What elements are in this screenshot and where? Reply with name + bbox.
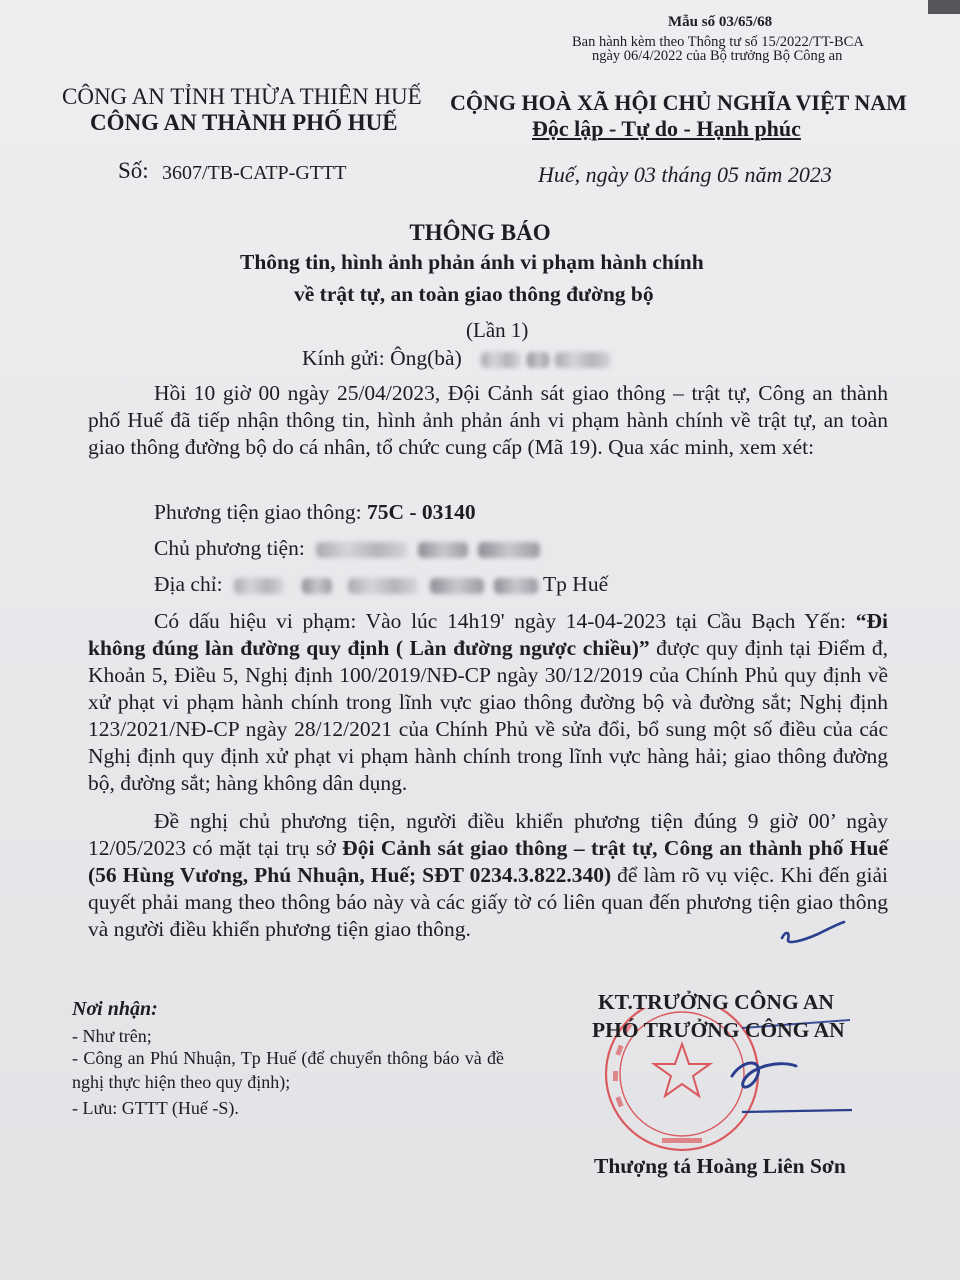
- motto-text: Độc lập - Tự do - Hạnh phúc: [532, 116, 801, 141]
- form-number: Mẫu số 03/65/68: [668, 14, 773, 30]
- owner-label: Chủ phương tiện:: [154, 536, 305, 560]
- address-city: Tp Huế: [543, 572, 609, 596]
- recipient-item: - Công an Phú Nhuận, Tp Huế (để chuyển thông báo và đề nghị thực hiện theo quy định);: [72, 1048, 504, 1092]
- redacted-owner: [478, 542, 540, 558]
- issued-by-line-2: ngày 06/4/2022 của Bộ trưởng Bộ Công an: [592, 48, 843, 64]
- request-rest: để làm rõ vụ việc. Khi đến giải quyết phải mang theo thông báo này và các giấy tờ có liên quan đến phương tiện giao thông và người điều khiển phương tiện giao thông.: [88, 863, 888, 941]
- redacted-address: [494, 578, 538, 594]
- intro-paragraph: [88, 380, 888, 461]
- issued-by-line-1: Ban hành kèm theo Thông tư số 15/2022/TT-BCA: [572, 34, 864, 50]
- violation-paragraph: [88, 608, 888, 797]
- redacted-address: [302, 578, 332, 594]
- redacted-name: [527, 352, 549, 368]
- intro-text: Hồi 10 giờ 00 ngày 25/04/2023, Đội Cảnh sát giao thông – trật tự, Công an thành phố Huế đã tiếp nhận thông tin, hình ảnh phản ánh vi phạm hành chính về trật tự, an toàn giao thông đường bộ do cá nhân, tổ chức cung cấp (Mã 19). Qua xác minh, xem xét:: [88, 381, 888, 459]
- document-subtitle-1: Thông tin, hình ảnh phản ánh vi phạm hành chính: [240, 250, 704, 274]
- redacted-address: [348, 578, 418, 594]
- national-title: CỘNG HOÀ XÃ HỘI CHỦ NGHĨA VIỆT NAM: [450, 90, 907, 115]
- recipients-title: Nơi nhận:: [72, 998, 158, 1020]
- redacted-name: [481, 352, 521, 368]
- national-motto: [532, 116, 801, 142]
- redacted-owner: [316, 542, 408, 558]
- recipient-line: [302, 346, 611, 371]
- signer-name: Thượng tá Hoàng Liên Sơn: [594, 1154, 846, 1178]
- recipient-item: - Như trên;: [72, 1026, 152, 1046]
- redacted-owner: [418, 542, 468, 558]
- place-and-date: Huế, ngày 03 tháng 05 năm 2023: [538, 162, 832, 187]
- signature-authority-line-1: KT.TRƯỞNG CÔNG AN: [598, 990, 834, 1014]
- request-lead: Đề nghị chủ phương tiện, người điều khiển phương tiện đúng 9 giờ 00’ ngày 12/05/2023 có mặt tại trụ sở: [88, 809, 888, 860]
- address-label: Địa chỉ:: [154, 572, 223, 596]
- vehicle-plate: 75C - 03140: [366, 500, 476, 524]
- parent-agency: CÔNG AN TỈNH THỪA THIÊN HUẾ: [62, 84, 422, 109]
- document-subtitle-2: về trật tự, an toàn giao thông đường bộ: [294, 282, 654, 306]
- owner-field: [154, 536, 540, 561]
- document-title: THÔNG BÁO: [409, 220, 551, 245]
- violation-lead: Có dấu hiệu vi phạm: Vào lúc 14h19' ngày 14-04-2023 tại Cầu Bạch Yến:: [154, 609, 856, 633]
- violation-description: “Đi không đúng làn đường quy định ( Làn đường ngược chiều)”: [88, 609, 888, 660]
- issue-number: (Lần 1): [466, 318, 529, 342]
- recipient-label: Kính gửi: Ông(bà): [302, 346, 462, 370]
- initial-mark: [760, 912, 850, 952]
- document-number: 3607/TB-CATP-GTTT: [162, 162, 347, 184]
- office-address: Đội Cảnh sát giao thông – trật tự, Công an thành phố Huế (56 Hùng Vương, Phú Nhuận, Huế; SĐT 0234.3.822.340): [88, 836, 888, 887]
- signature-authority-line-2: PHÓ TRƯỞNG CÔNG AN: [592, 1018, 845, 1042]
- redacted-address: [430, 578, 484, 594]
- vehicle-field: [154, 500, 476, 525]
- address-field: [154, 572, 608, 597]
- violation-legal-basis: được quy định tại Điểm đ, Khoản 5, Điều 5, Nghị định 100/2019/NĐ-CP ngày 30/12/2019 của Chính Phủ quy định về xử phạt vi phạm hành chính trong lĩnh vực giao thông đường bộ và đường sắt; Nghị định 123/2021/NĐ-CP ngày 28/12/2021 của Chính Phủ về sửa đổi, bổ sung một số điều của các Nghị định quy định xử phạt vi phạm hành chính trong lĩnh vực hàng hải; giao thông đường bộ, đường sắt; hàng không dân dụng.: [88, 636, 888, 795]
- corner-mark: [924, 0, 960, 18]
- recipient-item: - Lưu: GTTT (Huế -S).: [72, 1098, 239, 1118]
- redacted-address: [234, 578, 284, 594]
- redacted-name: [555, 352, 611, 368]
- issuing-agency: CÔNG AN THÀNH PHỐ HUẾ: [90, 110, 398, 135]
- vehicle-label: Phương tiện giao thông:: [154, 500, 367, 524]
- document-number-label: Số:: [118, 158, 149, 183]
